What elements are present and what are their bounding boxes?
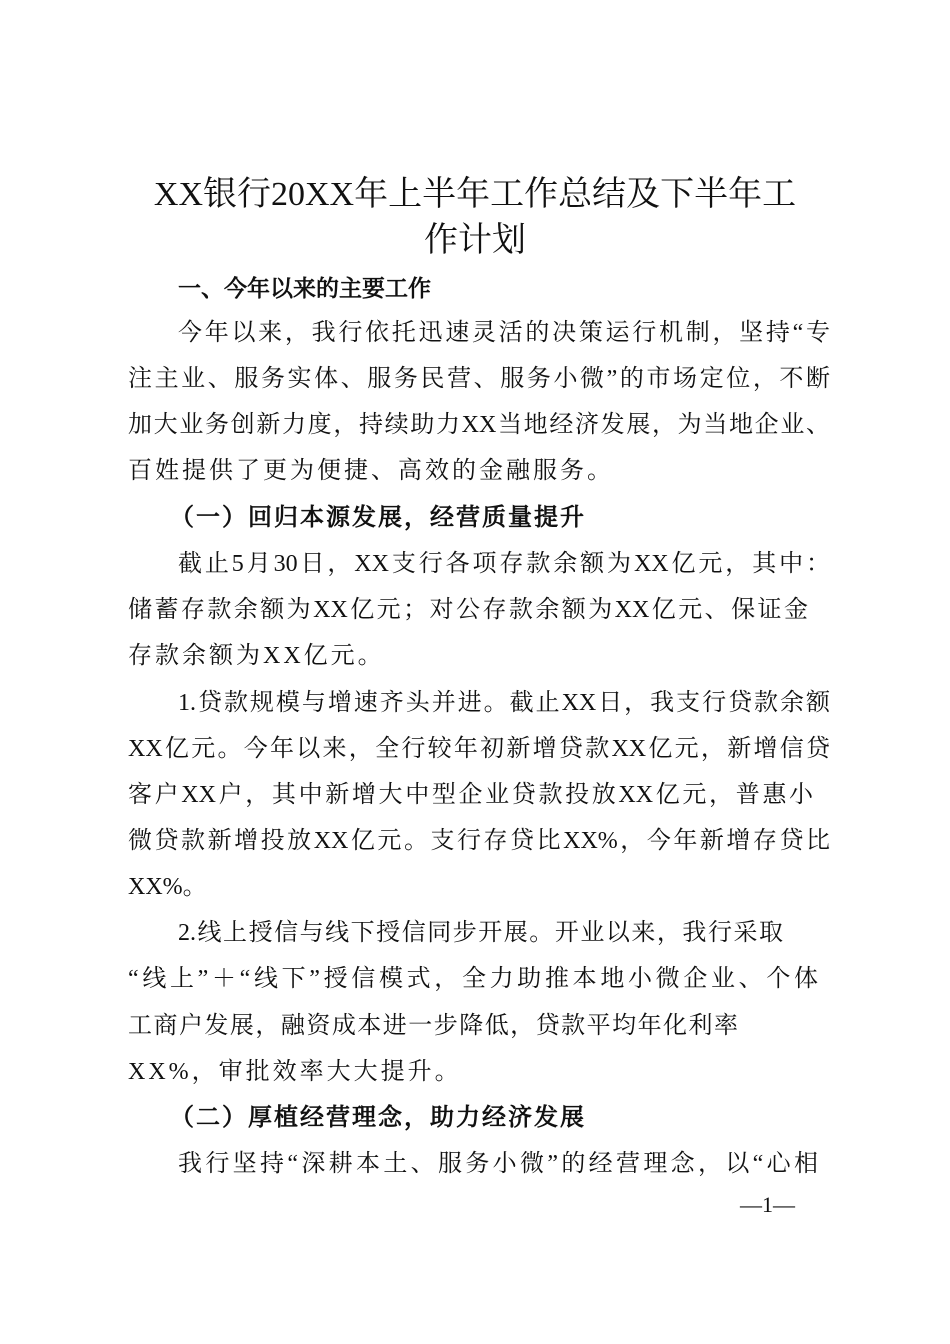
paragraph-line: 今年以来，我行依托迅速灵活的决策运行机制，坚持“专 bbox=[178, 320, 830, 346]
subsection-heading: （一）回归本源发展，经营质量提升 bbox=[170, 505, 586, 531]
document-title-line-2: 作计划 bbox=[424, 222, 526, 259]
paragraph-line: 工商户发展，融资成本进一步降低，贷款平均年化利率 bbox=[128, 1013, 738, 1039]
subsection-heading: （二）厚植经营理念，助力经济发展 bbox=[170, 1105, 586, 1131]
paragraph-line: 存款余额为XX亿元。 bbox=[128, 643, 385, 669]
paragraph-line: 1.贷款规模与增速齐头并进。截止XX日，我支行贷款余额 bbox=[178, 690, 830, 716]
page-number: —1— bbox=[740, 1192, 795, 1217]
paragraph-line: XX%。 bbox=[128, 874, 207, 900]
paragraph-line: 2.线上授信与线下授信同步开展。开业以来，我行采取 bbox=[178, 920, 783, 946]
paragraph-line: 加大业务创新力度，持续助力XX当地经济发展，为当地企业、 bbox=[128, 412, 830, 438]
paragraph-line: 截止5月30日，XX支行各项存款余额为XX亿元，其中： bbox=[178, 551, 830, 577]
paragraph-line: 客户XX户，其中新增大中型企业贷款投放XX亿元，普惠小 bbox=[128, 782, 813, 808]
paragraph-line: XX亿元。今年以来，全行较年初新增贷款XX亿元，新增信贷 bbox=[128, 736, 830, 762]
section-heading: 一、今年以来的主要工作 bbox=[178, 276, 431, 302]
paragraph-line: 我行坚持“深耕本土、服务小微”的经营理念，以“心相 bbox=[178, 1151, 818, 1177]
document-title-line-1: XX银行20XX年上半年工作总结及下半年工 bbox=[153, 176, 797, 213]
paragraph-line: XX%，审批效率大大提升。 bbox=[128, 1059, 462, 1085]
paragraph-line: 百姓提供了更为便捷、高效的金融服务。 bbox=[128, 458, 614, 484]
paragraph-line: “线上”＋“线下”授信模式，全力助推本地小微企业、个体 bbox=[128, 966, 818, 992]
paragraph-line: 注主业、服务实体、服务民营、服务小微”的市场定位，不断 bbox=[128, 366, 830, 392]
paragraph-line: 微贷款新增投放XX亿元。支行存贷比XX%，今年新增存贷比 bbox=[128, 828, 830, 854]
paragraph-line: 储蓄存款余额为XX亿元；对公存款余额为XX亿元、保证金 bbox=[128, 597, 808, 623]
